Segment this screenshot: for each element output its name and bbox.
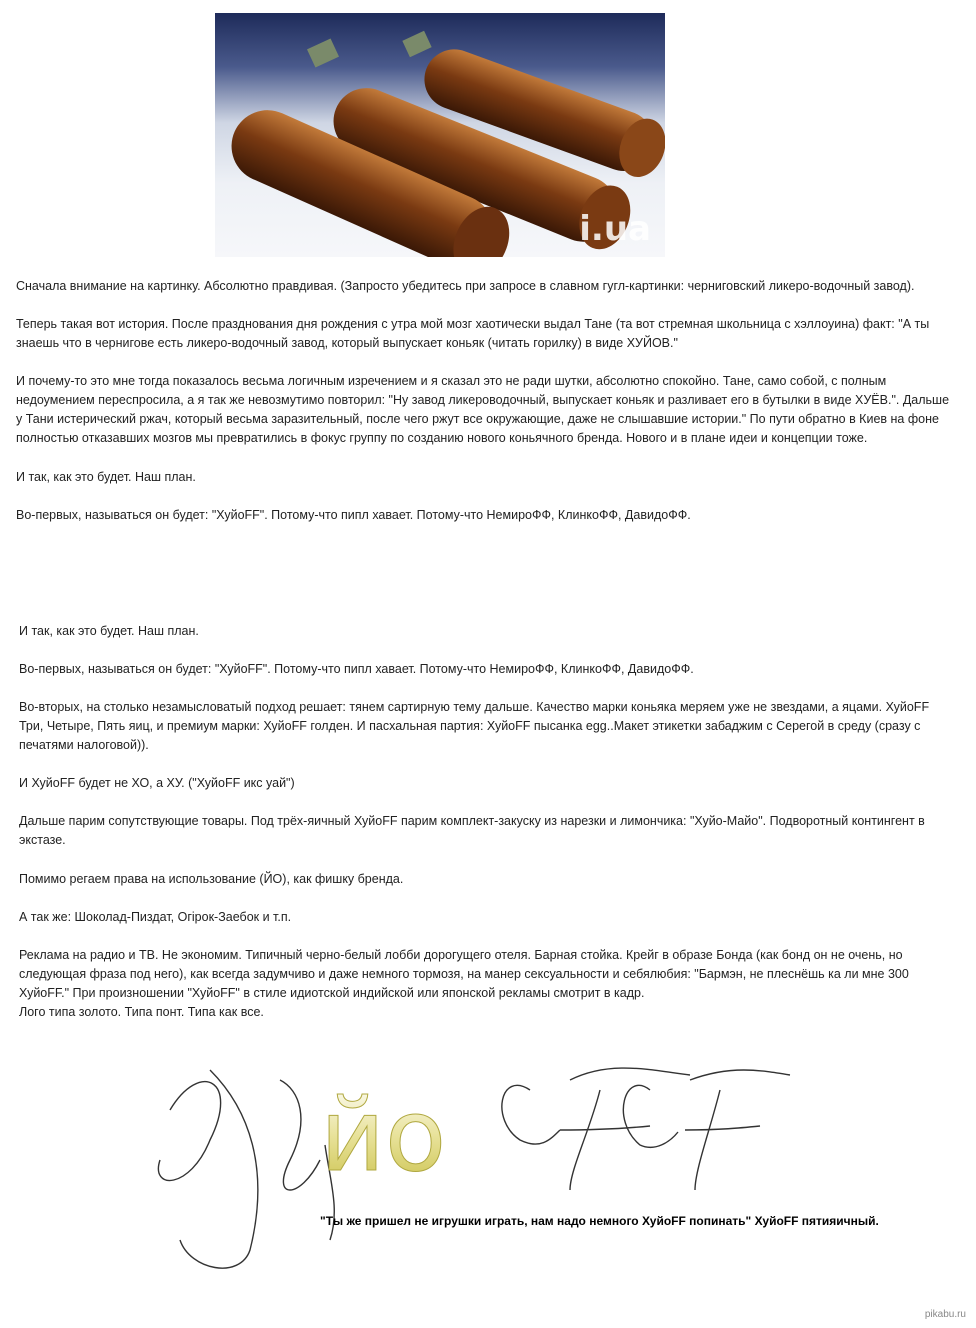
paragraph-line: Во-первых, называться он будет: "ХуйоFF". Потому-что пипл хавает. Потому-что НемироФФ, КлинкоФФ, ДавидоФФ. bbox=[16, 508, 691, 522]
paragraph-line: Три, Четыре, Пять яиц, и премиум марки: ХуйоFF голден. И пасхальная партия: ХуйоFF пысанка egg..Макет этикетки забаджим с Серегой в среду (сразу с bbox=[19, 719, 921, 733]
paragraph-line: у Тани истерический ржач, который весьма заразительный, после чего ржут все окружающие, даже не слышавшие истории." По пути обратно в Киев на фоне bbox=[16, 412, 939, 426]
paragraph-line: Дальше парим сопутствующие товары. Под трёх-яичный ХуйоFF парим комплект-закуску из нарезки и лимончика: "Хуйо-Майо". Подворотный контингент в bbox=[19, 814, 925, 828]
paragraph-line: Во-вторых, на столько незамысловатый подход решает: тянем сартирную тему дальше. Качество марки коньяка меряем уже не звездами, а яцами. ХуйоFF bbox=[19, 700, 930, 714]
paragraph-line: полностью отказавших мозгов мы превратились в фокус группу по созданию нового коньячного бренда. Нового и в плане идеи и концепции тоже. bbox=[16, 431, 868, 445]
paragraph-line: И почему-то это мне тогда показалось весьма логичным изречением и я сказал это не ради шутки, абсолютно спокойно. Тане, само собой, с полным bbox=[16, 374, 887, 388]
site-watermark: pikabu.ru bbox=[924, 1309, 966, 1320]
paragraph-line: Лого типа золото. Типа понт. Типа как все. bbox=[19, 1005, 264, 1019]
paragraph-line: знаешь что в чернигове есть ликеро-водочный завод, который выпускает коньяк (читать горилку) в виде ХУЙОВ." bbox=[16, 336, 678, 350]
paragraph-line: Сначала внимание на картинку. Абсолютно правдивая. (Запросто убедитесь при запросе в славном гугл-картинки: черниговский ликеро-водочный завод). bbox=[16, 279, 915, 293]
paragraph-line: недоумением переспросила, а я так же невозмутимо повторил: "Ну завод ликероводочный, выпускает коньяк и разливает его в бутылки в виде ХУЁВ.". Дальше bbox=[16, 393, 950, 407]
paragraph-line: Теперь такая вот история. После празднования дня рождения с утра мой мозг хаотически выдал Тане (та вот стремная школьница с хэллоуина) факт: "А ты bbox=[16, 317, 930, 331]
logo-swash-3 bbox=[502, 1068, 790, 1190]
paragraph-line: следующая фраза под него), как всегда задумчиво и даже немного тормозя, на манер сексуальности и себялюбия: "Бармэн, не плеснёшь ка ли мне 300 bbox=[19, 967, 909, 981]
bottles-photo bbox=[215, 13, 665, 257]
paragraph-line: Реклама на радио и ТВ. Не экономим. Типичный черно-белый лобби дорогущего отеля. Барная стойка. Крейг в образе Бонда (как бонд он не очень, но bbox=[19, 948, 903, 962]
paragraph-line: Во-первых, называться он будет: "ХуйоFF". Потому-что пипл хавает. Потому-что НемироФФ, КлинкоФФ, ДавидоФФ. bbox=[19, 662, 694, 676]
paragraph-line: И ХуйоFF будет не ХО, а ХУ. ("ХуйоFF икс уай") bbox=[19, 776, 295, 790]
brand-logo bbox=[130, 1050, 810, 1280]
paragraph-line: А так же: Шоколад-Пиздат, Огірок-Заебок и т.п. bbox=[19, 910, 292, 924]
logo-drawing bbox=[130, 1050, 810, 1280]
paragraph-line: экстазе. bbox=[19, 833, 66, 847]
paragraph-line: печатями налоговой)). bbox=[19, 738, 149, 752]
logo-slogan: "Ты же пришел не игрушки играть, нам надо немного ХуйоFF попинать" ХуйоFF пятияичный. bbox=[320, 1214, 879, 1228]
paragraph-line: И так, как это будет. Наш план. bbox=[19, 624, 199, 638]
paragraph-line: ХуйоFF." При произношении "ХуйоFF" в стиле идиотской индийской или японской рекламы смотрит в кадр. bbox=[19, 986, 645, 1000]
paragraph-line: И так, как это будет. Наш план. bbox=[16, 470, 196, 484]
photo-watermark: i.ua bbox=[579, 209, 651, 249]
logo-swash-1 bbox=[158, 1070, 257, 1268]
logo-gold-letters: йо bbox=[320, 1077, 447, 1194]
paragraph-line: Помимо регаем права на использование (ЙО), как фишку бренда. bbox=[19, 872, 404, 886]
